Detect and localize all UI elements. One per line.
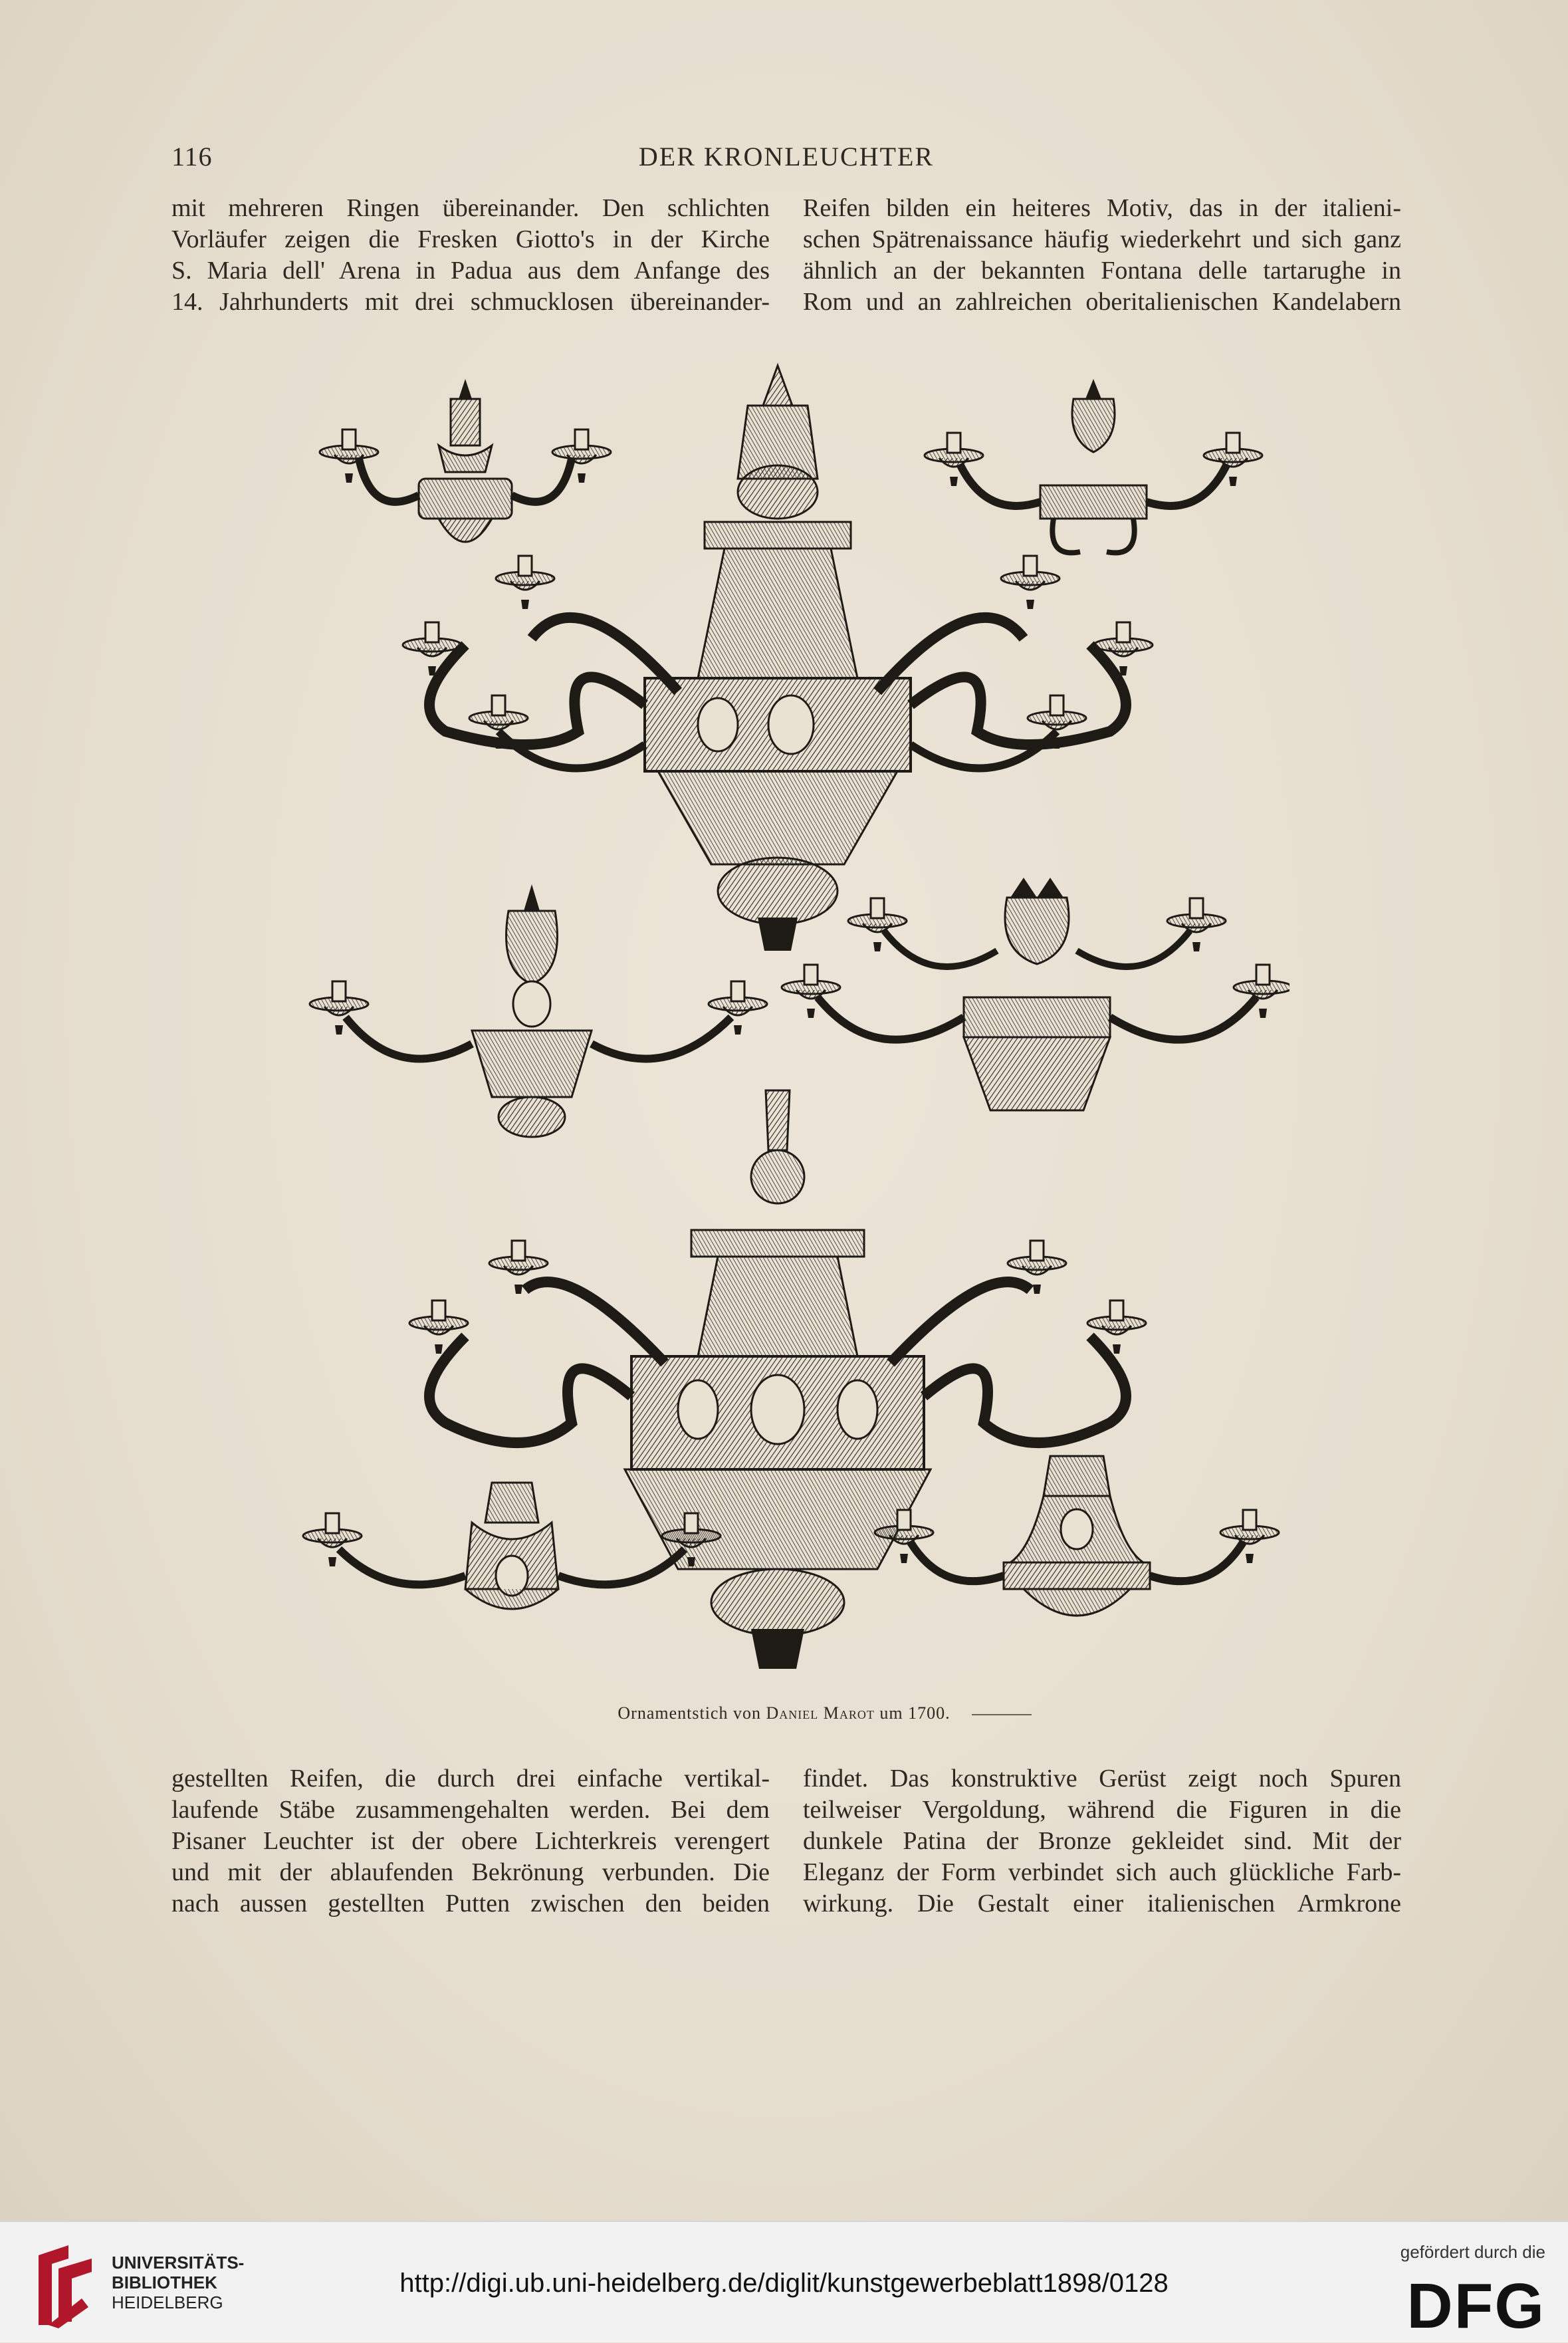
small-chandelier-top-left: [320, 379, 611, 542]
caption-suffix: um 1700.: [879, 1703, 951, 1723]
text-line: Vorläufer zeigen die Fresken Giotto's in der Kirche: [171, 225, 770, 253]
text-column-bottom-left: [171, 1763, 770, 1919]
text-line: Eleganz der Form verbindet sich auch glückliche Farb-: [803, 1858, 1401, 1886]
library-line1: UNIVERSITÄTS-: [112, 2253, 245, 2273]
small-chandelier-middle-right: [782, 878, 1289, 1110]
text-line: wirkung. Die Gestalt einer italienischen Armkrone: [803, 1890, 1401, 1917]
text-line: S. Maria dell' Arena in Padua aus dem Anfange des: [171, 257, 770, 285]
text-line: laufende Stäbe zusammengehalten werden. Bei dem: [171, 1796, 770, 1824]
running-head: [171, 141, 1401, 181]
text-line: gestellten Reifen, die durch drei einfache vertikal-: [171, 1765, 770, 1792]
text-line: findet. Das konstruktive Gerüst zeigt noch Spuren: [803, 1765, 1401, 1792]
text-line: dunkele Patina der Bronze gekleidet sind. Mit der: [803, 1827, 1401, 1855]
library-line2: BIBLIOTHEK: [112, 2273, 217, 2292]
caption-rule: [972, 1714, 1032, 1715]
text-line: und mit der ablaufenden Bekrönung verbunden. Die: [171, 1858, 770, 1886]
small-chandelier-bottom-right: [875, 1456, 1279, 1616]
text-line: Rom und an zahlreichen oberitalienischen Kandelabern: [803, 288, 1401, 316]
permalink-url[interactable]: http://digi.ub.uni-heidelberg.de/diglit/kunstgewerbeblatt1898/0128: [399, 2269, 1169, 2298]
footer-bar: [0, 2221, 1568, 2342]
text-line: Pisaner Leuchter ist der obere Lichterkreis verengert: [171, 1827, 770, 1855]
text-line: schen Spätrenaissance häufig wiederkehrt und sich ganz: [803, 225, 1401, 253]
funded-by-label: gefördert durch die: [1400, 2242, 1545, 2262]
header-title: DER KRONLEUCHTER: [638, 142, 935, 172]
caption-author: Daniel Marot: [766, 1703, 875, 1723]
library-line3: HEIDELBERG: [112, 2292, 223, 2312]
chandelier-engraving: [292, 359, 1289, 1695]
text-line: 14. Jahrhunderts mit drei schmucklosen übereinander-: [171, 288, 770, 316]
caption-prefix: Ornamentstich von: [617, 1703, 761, 1723]
text-line: ähnlich an der bekannten Fontana delle tartarughe in: [803, 257, 1401, 285]
small-chandelier-top-right: [925, 379, 1262, 553]
dfg-logo: DFG: [1406, 2271, 1545, 2342]
text-line: teilweiser Vergoldung, während die Figuren in die: [803, 1796, 1401, 1824]
text-line: Reifen bilden ein heiteres Motiv, das in der italieni-: [803, 194, 1401, 222]
text-column-top-left: [171, 193, 770, 318]
text-column-top-right: [803, 193, 1401, 318]
figure-caption: [0, 1703, 1568, 1723]
text-line: nach aussen gestellten Putten zwischen den beiden: [171, 1890, 770, 1917]
large-chandelier-upper: [403, 366, 1153, 951]
text-column-bottom-right: [803, 1763, 1401, 1919]
text-line: mit mehreren Ringen übereinander. Den schlichten: [171, 194, 770, 222]
small-chandelier-middle-left: [310, 884, 767, 1137]
page-number: 116: [171, 142, 213, 172]
